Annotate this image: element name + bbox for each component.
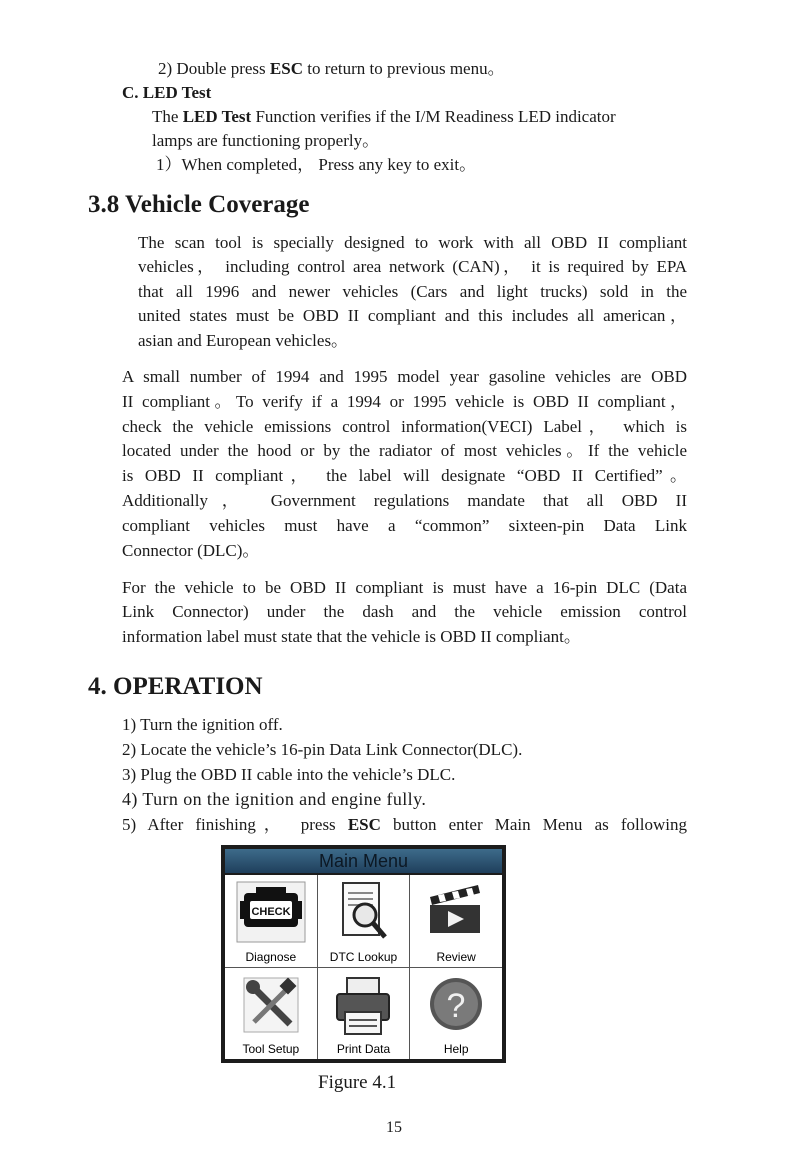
paragraph-line: Additionally， Government regulations mandate that all OBD II — [122, 491, 687, 510]
svg-text:?: ? — [446, 986, 466, 1025]
paragraph-line: is OBD II compliant， the label will designate “OBD II Certified”。 — [122, 466, 687, 485]
menu-item-dtc-lookup — [318, 875, 410, 967]
led-test-description: The LED Test Function verifies if the I/M Readiness LED indicator — [152, 107, 616, 126]
paragraph-line: II compliant。To verify if a 1994 or 1995 vehicle is OBD II compliant， — [122, 392, 687, 411]
menu-item-label: Help — [443, 1042, 469, 1056]
paragraph-line: For the vehicle to be OBD II compliant is must have a 16-pin DLC (Data — [122, 578, 687, 597]
section-heading-operation: 4. OPERATION — [88, 673, 263, 700]
menu-item-tool-setup — [225, 968, 317, 1060]
menu-item-print-data — [318, 968, 410, 1060]
step-item: 5) After finishing， press ESC button enter Main Menu as following — [122, 815, 687, 834]
question-mark-icon — [426, 974, 486, 1036]
step-item: 3) Plug the OBD II cable into the vehicle’s DLC. — [122, 765, 456, 784]
step-item: 1) Turn the ignition off. — [122, 715, 283, 734]
menu-item-label: Print Data — [336, 1042, 391, 1056]
esc-instruction: 2) Double press ESC to return to previous menu。 — [158, 59, 505, 78]
main-menu-title: Main Menu — [225, 849, 502, 873]
check-engine-icon — [236, 881, 306, 943]
menu-item-diagnose — [225, 875, 317, 967]
paragraph-line: located under the hood or by the radiator of most vehicles。If the vehicle — [122, 441, 687, 460]
wrench-screwdriver-icon — [240, 974, 302, 1036]
paragraph-line: check the vehicle emissions control information(VECI) Label， which is — [122, 417, 687, 436]
led-test-description-cont: lamps are functioning properly。 — [152, 131, 380, 150]
check-engine-label: CHECK — [251, 906, 291, 918]
paragraph-line: united states must be OBD II compliant and this includes all american， — [138, 306, 687, 325]
page-number: 15 — [386, 1119, 402, 1136]
main-menu-screenshot — [221, 845, 506, 1063]
printer-icon — [331, 974, 395, 1038]
clapperboard-play-icon — [424, 881, 488, 937]
menu-item-review — [410, 875, 502, 967]
paragraph-line: The scan tool is specially designed to work with all OBD II compliant — [138, 233, 687, 252]
menu-item-label: Tool Setup — [242, 1042, 300, 1056]
step-item: 2) Locate the vehicle’s 16-pin Data Link Connector(DLC). — [122, 740, 523, 759]
paragraph-line: Connector (DLC)。 — [122, 541, 260, 560]
section-heading-vehicle-coverage: 3.8 Vehicle Coverage — [88, 191, 310, 218]
paragraph-line: compliant vehicles must have a “common” sixteen-pin Data Link — [122, 516, 687, 535]
menu-item-label: Review — [436, 949, 476, 964]
magnifier-document-icon — [333, 881, 393, 947]
paragraph-line: asian and European vehicles。 — [138, 331, 349, 350]
paragraph-line: information label must state that the vehicle is OBD II compliant。 — [122, 627, 581, 646]
led-test-heading: C. LED Test — [122, 83, 212, 102]
paragraph-line: vehicles， including control area network (CAN)， it is required by EPA — [138, 257, 687, 276]
led-test-step: 1）When completed， Press any key to exit。 — [156, 155, 477, 174]
paragraph-line: A small number of 1994 and 1995 model year gasoline vehicles are OBD — [122, 367, 687, 386]
step-item: 4) Turn on the ignition and engine fully. — [122, 789, 427, 809]
menu-item-help — [410, 968, 502, 1060]
paragraph-line: that all 1996 and newer vehicles (Cars and light trucks) sold in the — [138, 282, 687, 301]
menu-item-label: Diagnose — [245, 949, 297, 964]
figure-caption: Figure 4.1 — [318, 1072, 397, 1093]
menu-item-label: DTC Lookup — [329, 949, 398, 964]
paragraph-line: Link Connector) under the dash and the vehicle emission control — [122, 602, 687, 621]
